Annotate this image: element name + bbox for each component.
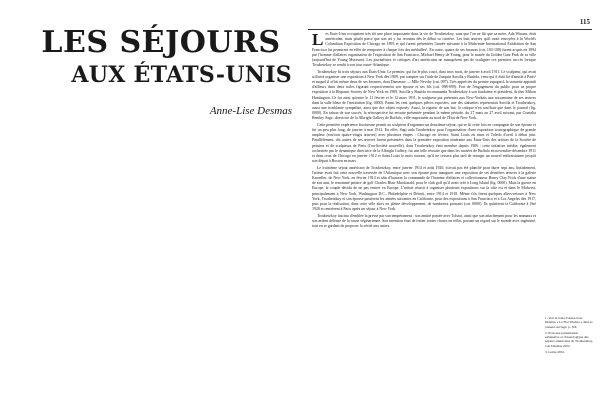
body-paragraph: Le troisième séjour américain de Troubetzkoy, entre janvier 1914 et août 1920, n'avait pas été planifié pour durer sept ans. Initialement, l'artiste avait fait cette nouvelle traversée de l'Atlantique avec son épouse pour inaugurer une exposition de ses dernières œuvres à la galerie Knoedler, de New York, en février 1914 et afin d'honorer la commande de l'homme d'affaires et collectionneur Henry Clay Frick d'une statue de son ami, le renommé peintre de golf Charles Blair Macdonald, pour le club golf qu'il avait créé à Long Island (fig. 0000). Mais la guerre en Europe, le couple décida de ne pas rentrer en Europe. L'artiste réussit à organiser plusieurs expositions sur la côte est et dans le Midwest, principalement à New York, Washington D.C., Philadelphie et Détroit, entre 1914 et 1918. Même s'ils firent quelques allers-retours à New York, Troubetzkoy et son épouse passèrent les années suivantes en Californie, pour des expositions à San Francisco et à Los Angeles dès 1917, puis pour la réalisation, dans cette ville alors en pleine développement, de nombreux portraits (cat. 0000). Ils quittèrent la Californie à l'été 1920 et rentrèrent à Paris après un séjour à New York. <box>312 165 536 212</box>
body-paragraph <box>312 32 536 68</box>
body-paragraph: Troubetzkoy fit trois séjours aux États-Unis. Le premier, qui fut le plus court, dura trois mois, de janvier à avril 1911. Le sculpteur, qui avait sollicité organiser une exposition à New York dès 1909, put compter sur l'aide de Joaquín Sorolla y Bastida, venu qui il était lié d'amitié à Paris² et auquel il offrit même deux de ses bronzes, dont Danseuse — Mlle Nevsky (cat. 097). Très appréciés du peintre espagnol, la statuette apparaît d'ailleurs dans deux toiles figurant respectivement son épouse et ses fils (cat. 098-099). Fort de l'engagement du public pour sa propre exposition à la Hispanic Society de New York en 1909, Sorolla y Bastida recommanda Troubetzkoy à son fondateur et président, Archer Milton Huntington. Ce fut ainsi qu'entre le 11 février et le 12 mars 1911, le sculpteur put présenter aux New-Yorkais une soixantaine de ses œuvres dans la salle bleue de l'institution (fig. 0000). Parmi les cent quelques pièces exposées, une des statuettes représentait Sorolla et Troubetzkoy, aussi une troublante sympathie, ainsi que des objets exposés. Aussi, la rigueur de son but, la critique n'en souffrait que dans le journal (fig. 0000). En raison de son succès, la rétrospective fut ensuite présentée pendant la même période, du 27 mars au 27 avril suivant, par Cornelia Bentley Sage, directrice de la Albright Gallery de Buffalo, ville importante au nord de l'État de New York. <box>312 69 536 121</box>
footnote: 3. Lettre 2001. <box>545 349 565 354</box>
drop-cap-letter: L <box>312 32 324 49</box>
footnote: 2. Pour une présentation exhaustive et chronologique des séjours américains de Troubetzkoy, voir Desmas 2022. <box>545 330 593 348</box>
page-number: 115 <box>579 18 590 26</box>
body-paragraph: Troubetzkoy fascina d'emblée la presse par son tempérament : son amitié passée avec Tolstoï, ainsi que son attachement pour les animaux et son ardent défense de la cause végétarienne. Son intention était de traiter toutes choses en reflet, portant un regard sur le monde avec ingénuité, tout en se gardant de proposer la vérité aux autres. <box>312 213 536 229</box>
right-page <box>300 0 600 400</box>
chapter-author: Anne-Lise Desmas <box>209 105 292 117</box>
paragraph-text: es États-Unis occupaient très tôt une place importante dans la vie de Troubetzkoy, sans que l'on ne fût que sa mère, Ada Winans, était américaine, mais plutôt parce que son art y fut reconnu dès le début sa carrière. Les huit œuvres qu'il avait envoyées à la World's Columbian Exposition de Chicago en 1893 et qui furent présentées l'année suivante à la Midwinter International Exhibition de San Francisco lui permirent en effet de remporter à chaque fois des médailles¹. En outre, quatre de ses bronzes (cat. 103-108) furent acquis en 1894 par l'homme d'affaires organisateur de l'exposition de San Francisco, Michael Henry de Young, pour le musée du Golden Gate Park de sa ville (aujourd'hui de Young Museum). Les journalistes et critiques d'art américains ne manquèrent pas de souligner ces premiers succès lorsque Troubetzkoy se rendit à son tour outre-Atlantique. <box>312 32 536 68</box>
footnote: 1. Voir le texte d'Anne-Lise Desmas « Le Fiat Worker » dans le présent ouvrage, p. XX. <box>545 316 593 329</box>
chapter-title-line-1: LES SÉJOURS <box>41 25 281 60</box>
footnotes <box>545 316 593 355</box>
body-paragraph: Cette première expérience fructueuse permit au sculpteur d'organiser un deuxième séjour, qui se fit cette fois en compagnie de son épouse et fut un peu plus long, de janvier à mai 1912. En effet, Sagi aida Troubetzkoy pour l'organisation d'une exposition iconographique de grande ampleur (environ quatre-vingts œuvres) avec plusieurs étapes : Chicago en février, Saint Louis en mars et Toledo d'avril à début juin. Parallèlement, dix autres de ses œuvres furent présentées dans la première exposition itinérante aux États-Unis des artistes de la Société de peintres et de sculpteurs de Paris (l'on-Société nouvelle), dont Troubetzkoy était membre depuis 1906 : cette initiative inédite, également orchestrée par le dynamique directrice de la Albright Gallery, fut une telle réussite que dans les musées de Buffalo en novembre-décembre 1911 et dans ceux de Chicago en janvier 1912 et Saint Louis le mois suivant, qu'il ne cessera plus tard de resurgir un nouvel enthousiasme jusqu'à son départ à Boston en mars. <box>312 122 536 164</box>
header-rule <box>308 29 592 30</box>
chapter-title-line-2: AUX ÉTATS-UNIS <box>71 62 292 88</box>
body-text-column <box>312 32 536 390</box>
